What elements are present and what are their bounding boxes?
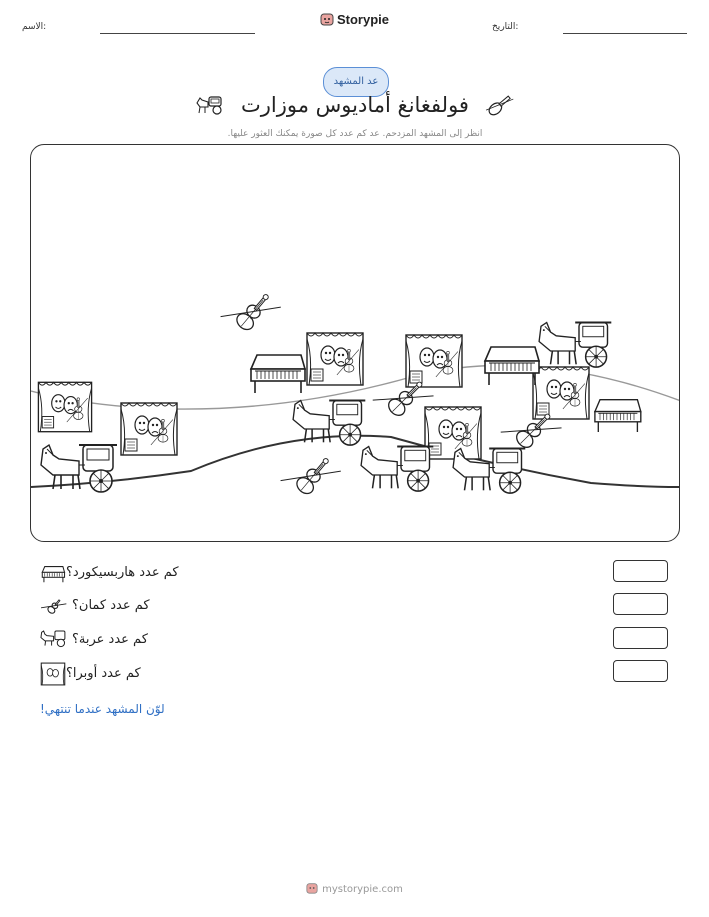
answer-box-opera[interactable] [613, 660, 668, 682]
carriage-drawing [361, 447, 433, 492]
page-title: فولفغانغ أماديوس موزارت [241, 93, 469, 117]
opera-icon [40, 662, 66, 686]
instructions: انظر إلى المشهد المزدحم. عد كم عدد كل صورة يمكنك العثور عليها. [227, 129, 483, 139]
violin-icon [484, 92, 516, 118]
harpsichord-drawing [485, 347, 539, 385]
footer-url[interactable]: mystorypie.com [322, 884, 403, 895]
answer-box-harpsichord[interactable] [613, 560, 668, 582]
carriage-drawing [453, 449, 525, 494]
violin-drawing [221, 281, 282, 342]
scene-count-badge: عد المشهد [323, 67, 389, 97]
crowded-scene[interactable] [30, 144, 680, 542]
answer-box-carriage[interactable] [613, 627, 668, 649]
name-line[interactable] [100, 33, 255, 34]
question-opera: كم عدد أوبرا؟ [66, 666, 141, 681]
date-label: التاريخ: [492, 22, 519, 32]
carriage-drawing [293, 401, 365, 446]
color-instruction: لوّن المشهد عندما تنتهي! [40, 702, 165, 716]
opera-drawing [307, 333, 363, 385]
brand-name: Storypie [336, 12, 389, 27]
question-carriage: كم عدد عربة؟ [72, 632, 148, 647]
violin-drawing [281, 445, 342, 506]
carriage-icon [40, 628, 68, 652]
question-violin: كم عدد كمان؟ [72, 598, 150, 613]
answer-box-violin[interactable] [613, 593, 668, 615]
footer [0, 882, 709, 895]
opera-drawing [533, 367, 589, 419]
date-line[interactable] [563, 33, 687, 34]
storypie-logo-icon [320, 12, 334, 26]
question-harpsichord: كم عدد هاربسيكورد؟ [66, 565, 179, 580]
harpsichord-drawing [251, 355, 305, 393]
opera-drawing [425, 407, 481, 459]
name-label: الاسم: [22, 22, 47, 32]
brand-header [0, 12, 709, 27]
harpsichord-icon [40, 563, 66, 585]
opera-drawing [406, 335, 462, 387]
violin-icon [40, 595, 66, 621]
storypie-logo-icon [306, 882, 318, 894]
opera-drawing [38, 382, 91, 431]
scene-drawing [31, 145, 680, 542]
opera-drawing [121, 403, 177, 455]
harpsichord-drawing [595, 400, 641, 432]
carriage-icon [194, 94, 224, 116]
carriage-drawing [539, 323, 611, 368]
